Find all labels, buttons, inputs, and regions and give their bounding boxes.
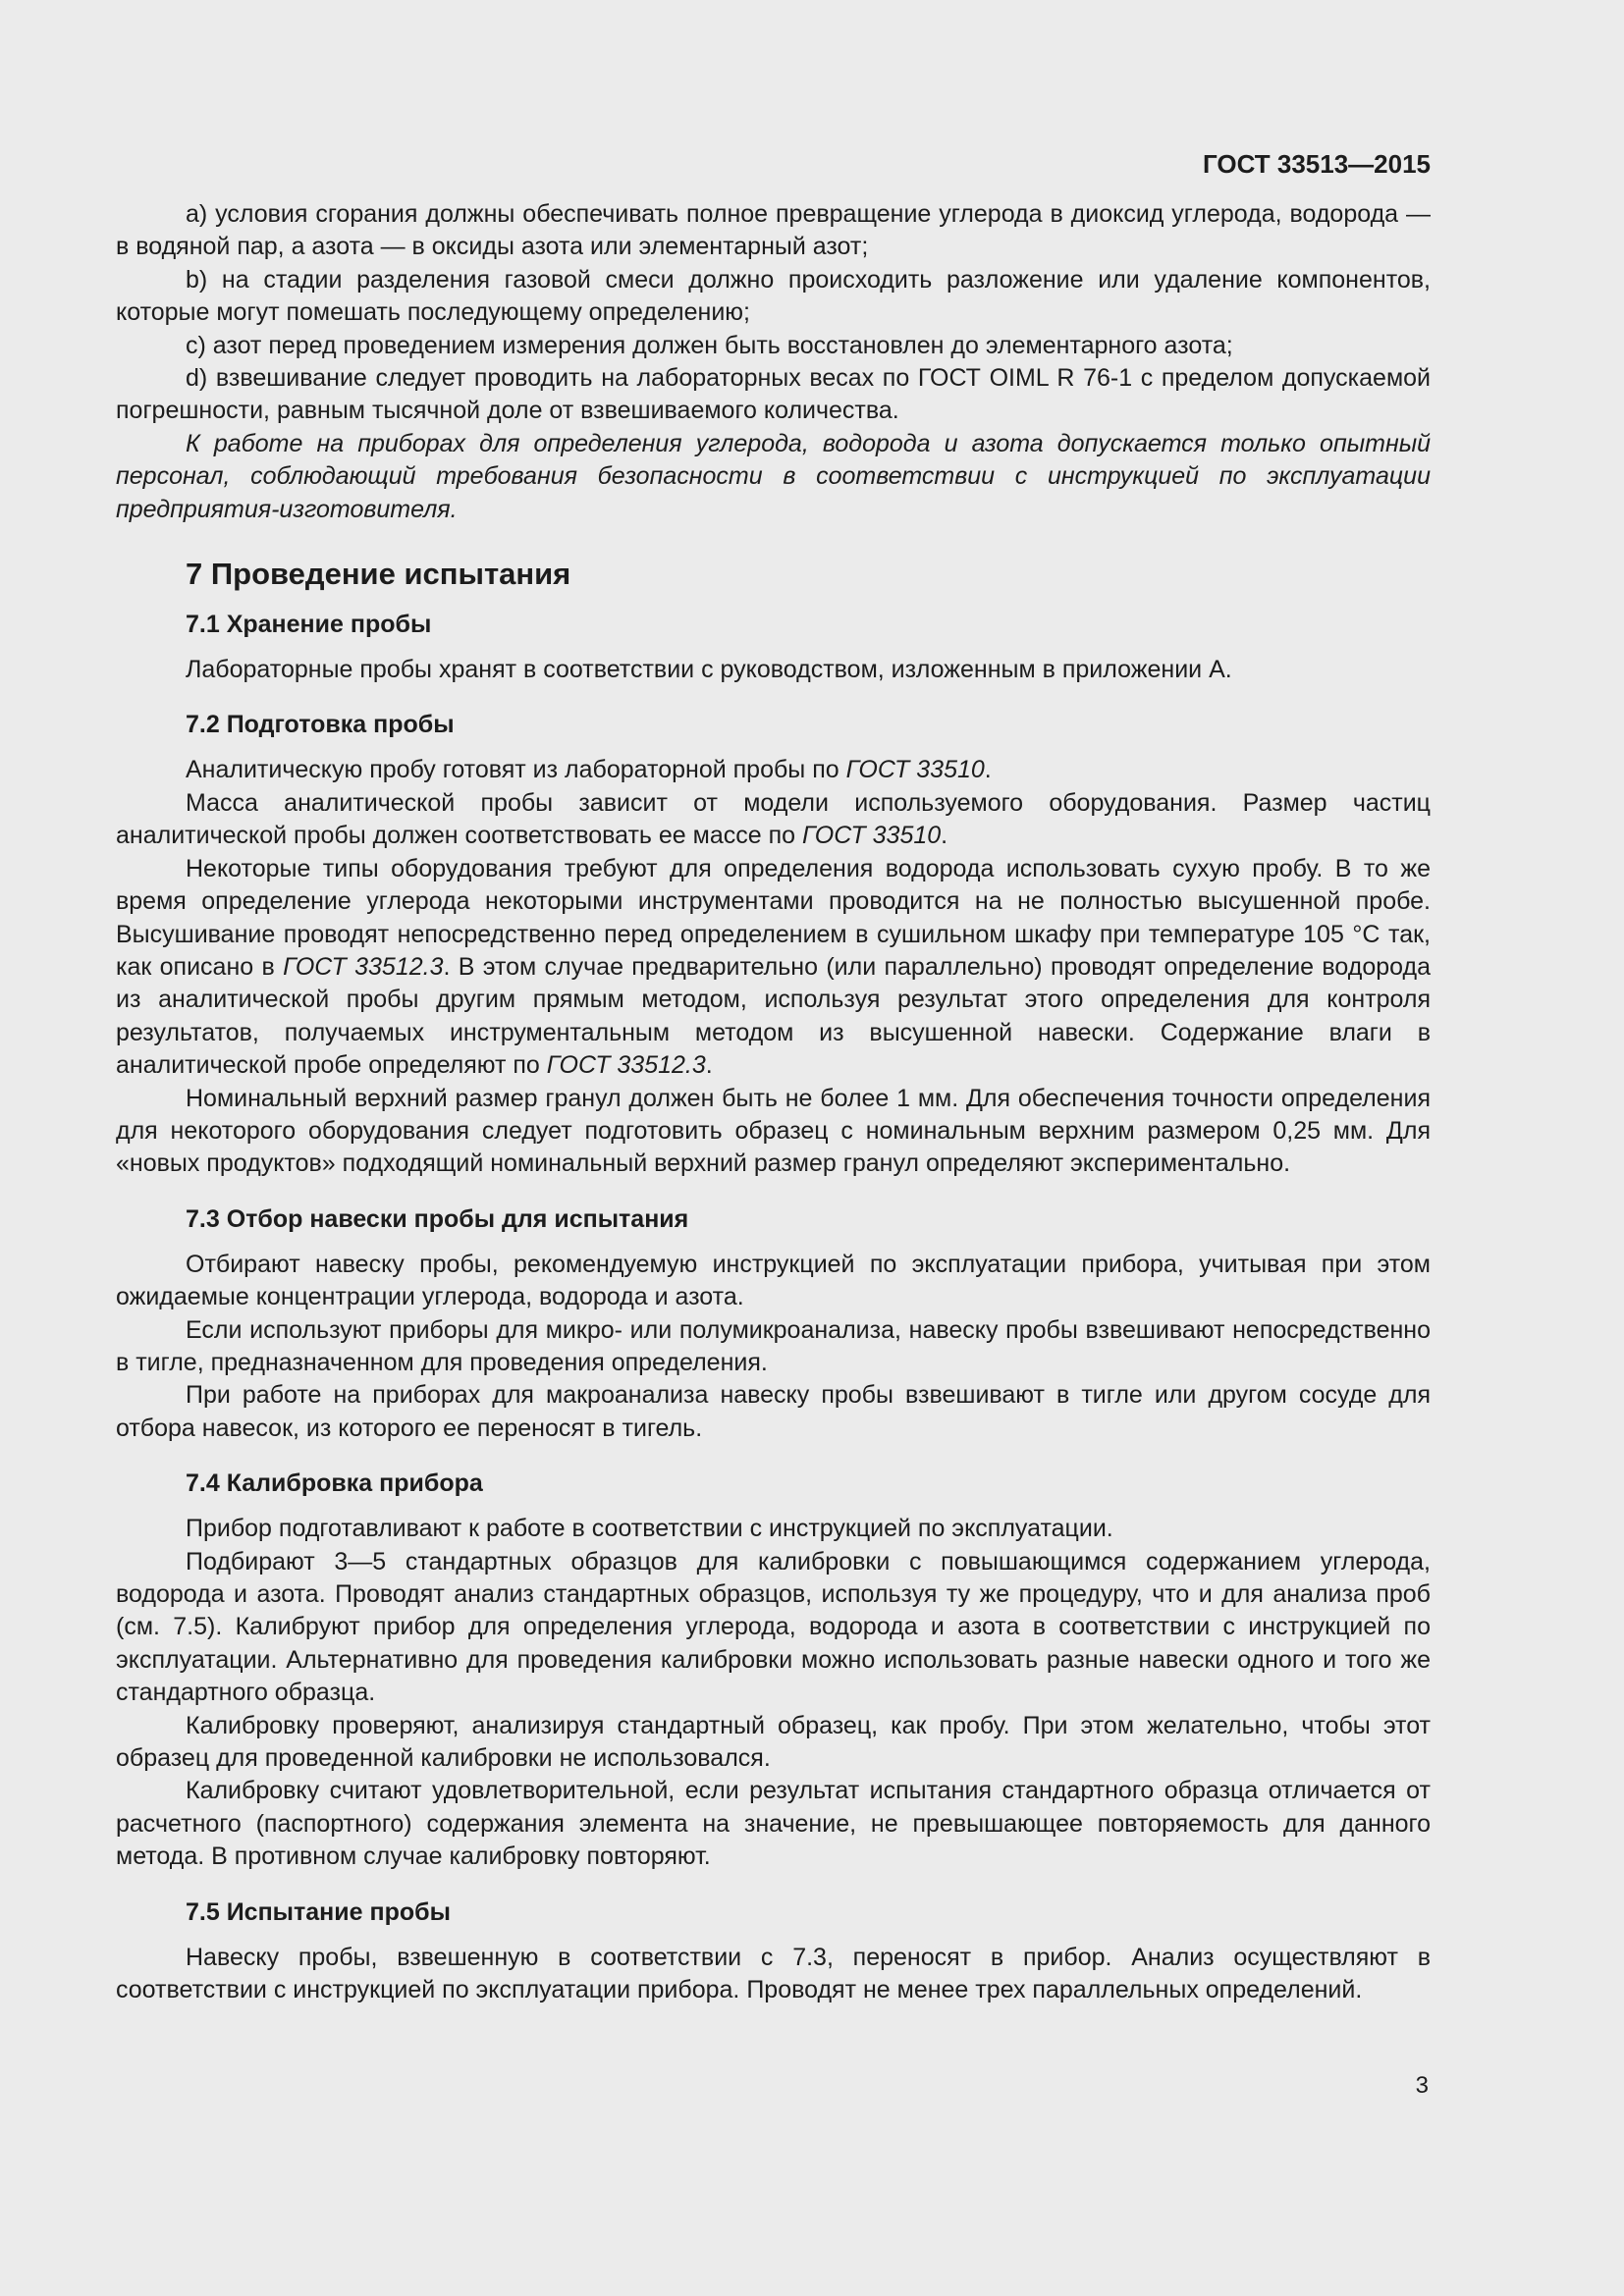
paragraph-a: а) условия сгорания должны обеспечивать полное превращение углерода в диоксид углерода, водорода — в водяной пар, а азота — в оксиды азота или элементарный азот; — [116, 200, 1431, 261]
paragraph-d: d) взвешивание следует проводить на лабораторных весах по ГОСТ OIML R 76-1 с пределом допускаемой погрешности, равным тысячной доле от взвешиваемого количества. — [116, 364, 1431, 425]
section-7-2-paragraph-3 — [116, 853, 1431, 1083]
section-7-3-paragraph-1: Отбирают навеску пробы, рекомендуемую инструкцией по эксплуатации прибора, учитывая при этом ожидаемые концентрации углерода, водорода и азота. — [116, 1250, 1431, 1311]
text-run: . В этом случае предварительно (или параллельно) проводят определение водорода из аналитической пробы другим прямым методом, используя результат этого определения для контроля результатов, получаемых инструментальным методом из высушенной навески. Содержание влаги в аналитической пробе определяют по — [116, 952, 1431, 1080]
intro-block — [116, 198, 1431, 526]
text-run: . — [705, 1051, 713, 1080]
text-run: Некоторые типы оборудования требуют для определения водорода использовать сухую пробу. В то же время определение углерода некоторыми инструментами проводится на не полностью высушенной пробе. Высушивание проводят непосредственно перед определением в сушильном шкафу при температуре 105 °С так, как описано в — [116, 854, 1431, 981]
paragraph-b: b) на стадии разделения газовой смеси должно происходить разложение или удаление компонентов, которые могут помешать последующему определению; — [116, 265, 1431, 327]
safety-note: К работе на приборах для определения углерода, водорода и азота допускается только опытный персонал, соблюдающий требования безопасности в соответствии с инструкцией по эксплуатации предприятия-изготовителя. — [116, 429, 1431, 523]
page-number: 3 — [1415, 2072, 1429, 2099]
standard-reference: ГОСТ 33512.3 — [283, 952, 444, 981]
section-7-5-title: 7.5 Испытание пробы — [186, 1897, 451, 1926]
paragraph-c: с) азот перед проведением измерения должен быть восстановлен до элементарного азота; — [186, 331, 1233, 359]
section-7-3-paragraph-2: Если используют приборы для микро- или полумикроанализа, навеску пробы взвешивают непосредственно в тигле, предназначенном для проведения определения. — [116, 1315, 1431, 1376]
section-7-2-paragraph-2 — [116, 787, 1431, 853]
standard-reference: ГОСТ 33510 — [845, 756, 985, 784]
section-7-4-title: 7.4 Калибровка прибора — [186, 1469, 483, 1498]
section-7-2-title: 7.2 Подготовка пробы — [186, 711, 455, 739]
standard-reference: ГОСТ 33510 — [801, 822, 942, 850]
standard-reference: ГОСТ 33512.3 — [546, 1051, 706, 1080]
section-7-title: 7 Проведение испытания — [186, 557, 571, 592]
section-7-4-paragraph-2: Подбирают 3—5 стандартных образцов для калибровки с повышающимся содержанием углерода, водорода и азота. Проводят анализ стандартных образцов, используя ту же процедуру, что и для анализа проб (см. 7.5). Калибруют прибор для определения углерода, водорода и азота в соответствии с инструкцией по эксплуатации. Альтернативно для проведения калибровки можно использовать разные навески одного и того же стандартного образца. — [116, 1547, 1431, 1707]
section-7-1-paragraph: Лабораторные пробы хранят в соответствии с руководством, изложенным в приложении А. — [186, 656, 1232, 684]
section-7-4-paragraph-3: Калибровку проверяют, анализируя стандартный образец, как пробу. При этом желательно, чтобы этот образец для проведенной калибровки не использовался. — [116, 1711, 1431, 1773]
text-run: . — [984, 756, 992, 784]
section-7-3-title: 7.3 Отбор навески пробы для испытания — [186, 1204, 689, 1233]
section-7-1-title: 7.1 Хранение пробы — [186, 611, 432, 639]
section-7-2-paragraph-4: Номинальный верхний размер гранул должен быть не более 1 мм. Для обеспечения точности определения для некоторого оборудования следует подготовить образец с номинальным верхним размером 0,25 мм. Для «новых продуктов» подходящий номинальный верхний размер гранул определяют экспериментально. — [116, 1084, 1431, 1178]
section-7-3-paragraph-3: При работе на приборах для макроанализа навеску пробы взвешивают в тигле или другом сосуде для отбора навесок, из которого ее переносят в тигель. — [116, 1381, 1431, 1442]
section-7-4-paragraph-4: Калибровку считают удовлетворительной, если результат испытания стандартного образца отличается от расчетного (паспортного) содержания элемента на значение, не превышающее повторяемость для данного метода. В противном случае калибровку повторяют. — [116, 1777, 1431, 1871]
section-7-5-paragraph-1: Навеску пробы, взвешенную в соответствии с 7.3, переносят в прибор. Анализ осуществляют в соответствии с инструкцией по эксплуатации прибора. Проводят не менее трех параллельных определений. — [116, 1943, 1431, 2004]
standard-header: ГОСТ 33513—2015 — [1203, 149, 1431, 179]
section-7-4-paragraph-1: Прибор подготавливают к работе в соответствии с инструкцией по эксплуатации. — [186, 1515, 1113, 1543]
text-run: Масса аналитической пробы зависит от модели используемого оборудования. Размер частиц аналитической пробы должен соответствовать ее массе по — [116, 788, 1431, 850]
text-run: Аналитическую пробу готовят из лабораторной пробы по — [186, 756, 846, 784]
section-7-2-paragraph-1 — [116, 754, 1431, 786]
text-run: . — [941, 822, 948, 850]
